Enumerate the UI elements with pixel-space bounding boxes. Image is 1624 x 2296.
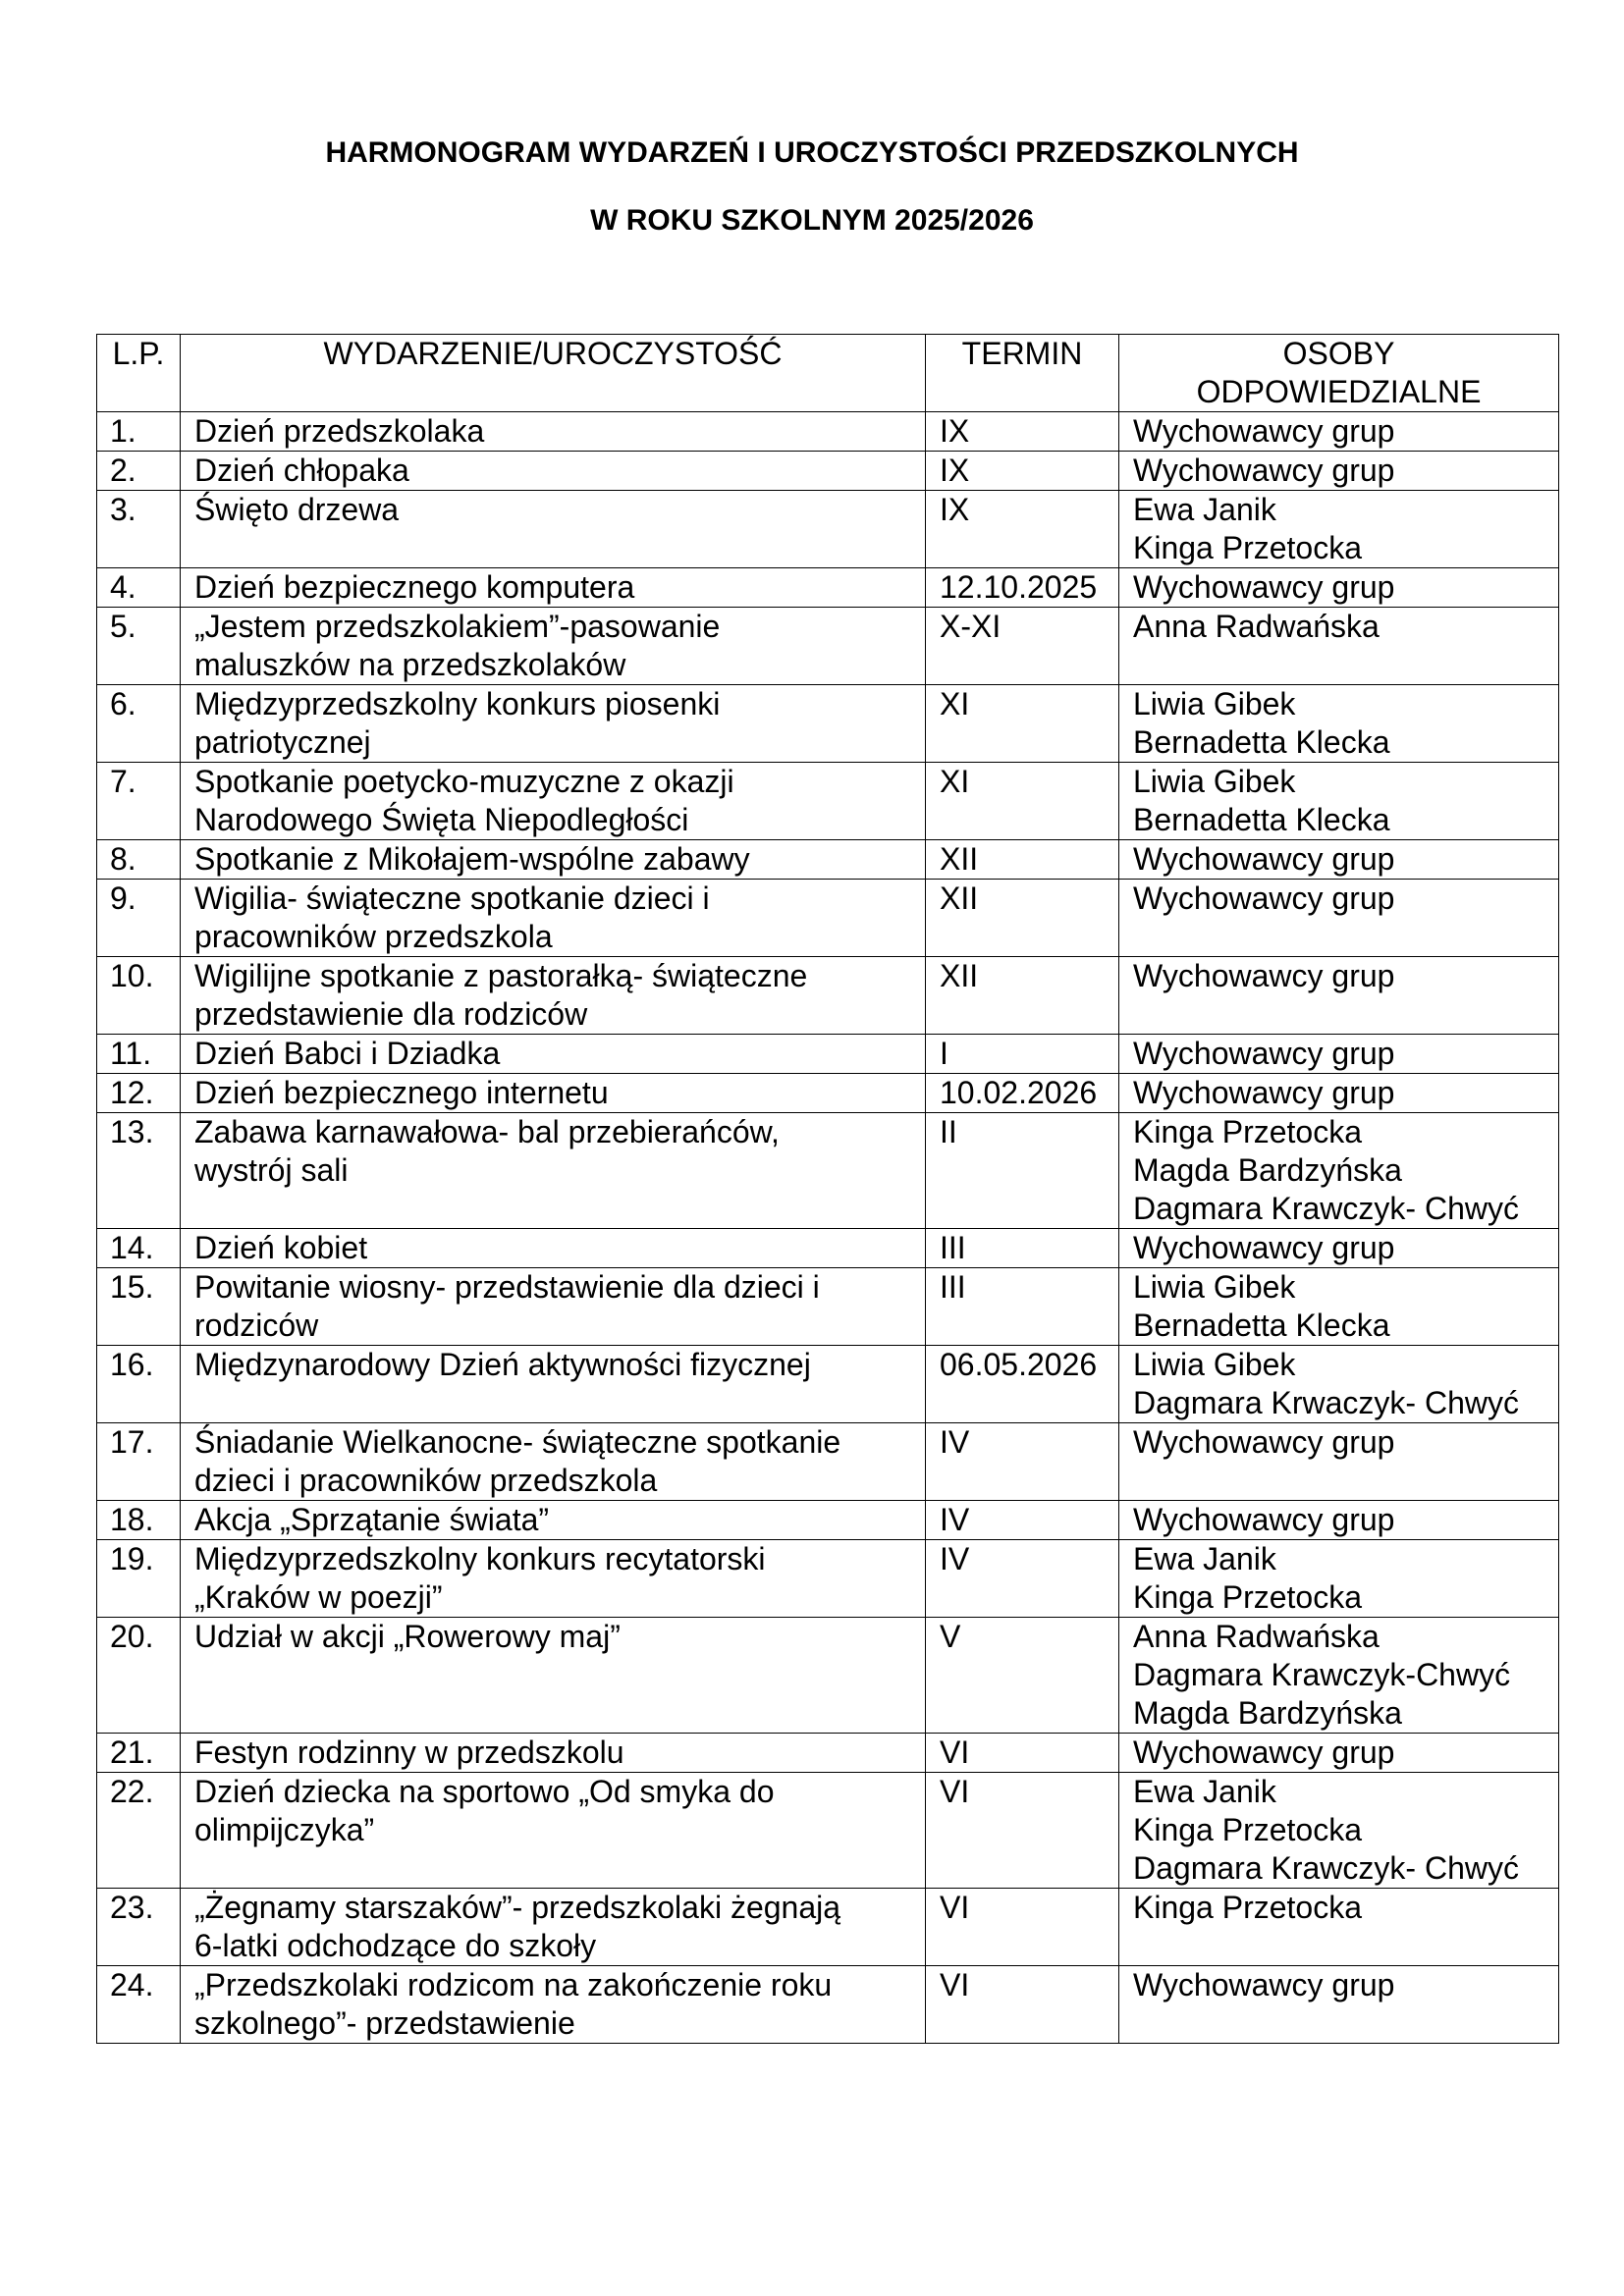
table-row bbox=[97, 1966, 1559, 2044]
person-name: Bernadetta Klecka bbox=[1133, 1308, 1390, 1343]
event-line: 6-latki odchodzące do szkoły bbox=[194, 1928, 597, 1963]
table-row bbox=[97, 957, 1559, 1035]
table-row bbox=[97, 1423, 1559, 1501]
event-cell bbox=[181, 1035, 926, 1074]
event-line: Dzień Babci i Dziadka bbox=[194, 1036, 501, 1071]
event-line: „Jestem przedszkolakiem”-pasowanie bbox=[194, 609, 721, 644]
persons-cell bbox=[1119, 685, 1559, 763]
event-line: Spotkanie poetycko-muzyczne z okazji bbox=[194, 764, 734, 799]
event-line: patriotycznej bbox=[194, 724, 371, 760]
event-line: Zabawa karnawałowa- bal przebierańców, bbox=[194, 1114, 780, 1149]
term-cell: III bbox=[926, 1268, 1119, 1346]
term-cell: 06.05.2026 bbox=[926, 1346, 1119, 1423]
table-row bbox=[97, 1540, 1559, 1618]
person-name: Liwia Gibek bbox=[1133, 686, 1296, 721]
term-cell: IX bbox=[926, 491, 1119, 568]
row-number: 21. bbox=[97, 1734, 181, 1773]
persons-cell bbox=[1119, 1966, 1559, 2044]
table-row bbox=[97, 1074, 1559, 1113]
table-row bbox=[97, 568, 1559, 608]
event-cell bbox=[181, 1074, 926, 1113]
event-line: Dzień bezpiecznego komputera bbox=[194, 569, 635, 605]
term-cell: X-XI bbox=[926, 608, 1119, 685]
row-number: 24. bbox=[97, 1966, 181, 2044]
table-row bbox=[97, 685, 1559, 763]
event-cell bbox=[181, 608, 926, 685]
table-row bbox=[97, 763, 1559, 840]
person-name: Bernadetta Klecka bbox=[1133, 724, 1390, 760]
persons-cell bbox=[1119, 1423, 1559, 1501]
row-number: 4. bbox=[97, 568, 181, 608]
table-row bbox=[97, 1035, 1559, 1074]
event-cell bbox=[181, 1346, 926, 1423]
person-name: Wychowawcy grup bbox=[1133, 841, 1395, 877]
person-name: Magda Bardzyńska bbox=[1133, 1695, 1402, 1731]
term-cell: II bbox=[926, 1113, 1119, 1229]
person-name: Liwia Gibek bbox=[1133, 1347, 1296, 1382]
person-name: Wychowawcy grup bbox=[1133, 1036, 1395, 1071]
event-line: Dzień chłopaka bbox=[194, 453, 409, 488]
row-number: 20. bbox=[97, 1618, 181, 1734]
table-row bbox=[97, 1113, 1559, 1229]
table-row bbox=[97, 880, 1559, 957]
event-line: „Żegnamy starszaków”- przedszkolaki żegnają bbox=[194, 1890, 841, 1925]
event-line: Międzyprzedszkolny konkurs recytatorski bbox=[194, 1541, 766, 1576]
event-cell bbox=[181, 1773, 926, 1889]
term-cell: IV bbox=[926, 1423, 1119, 1501]
person-name: Liwia Gibek bbox=[1133, 1269, 1296, 1305]
term-cell: XI bbox=[926, 685, 1119, 763]
event-line: przedstawienie dla rodziców bbox=[194, 996, 588, 1032]
term-cell: XII bbox=[926, 880, 1119, 957]
event-cell bbox=[181, 491, 926, 568]
event-cell bbox=[181, 1966, 926, 2044]
person-name: Wychowawcy grup bbox=[1133, 958, 1395, 993]
event-line: Wigilia- świąteczne spotkanie dzieci i bbox=[194, 881, 710, 916]
term-cell: I bbox=[926, 1035, 1119, 1074]
persons-cell bbox=[1119, 1229, 1559, 1268]
document-title: HARMONOGRAM WYDARZEŃ I UROCZYSTOŚCI PRZEDSZKOLNYCH bbox=[325, 136, 1299, 169]
persons-cell bbox=[1119, 1035, 1559, 1074]
event-line: Festyn rodzinny w przedszkolu bbox=[194, 1735, 624, 1770]
event-cell bbox=[181, 1618, 926, 1734]
row-number: 17. bbox=[97, 1423, 181, 1501]
person-name: Dagmara Krawczyk- Chwyć bbox=[1133, 1191, 1519, 1226]
persons-cell bbox=[1119, 1268, 1559, 1346]
event-cell bbox=[181, 1268, 926, 1346]
person-name: Ewa Janik bbox=[1133, 1774, 1276, 1809]
term-cell: IV bbox=[926, 1501, 1119, 1540]
row-number: 15. bbox=[97, 1268, 181, 1346]
persons-cell bbox=[1119, 1113, 1559, 1229]
persons-cell bbox=[1119, 1889, 1559, 1966]
schedule-table bbox=[96, 334, 1559, 2044]
event-line: Powitanie wiosny- przedstawienie dla dzieci i bbox=[194, 1269, 820, 1305]
term-cell: IX bbox=[926, 452, 1119, 491]
event-cell bbox=[181, 412, 926, 452]
person-name: Kinga Przetocka bbox=[1133, 1579, 1363, 1615]
event-line: „Kraków w poezji” bbox=[194, 1579, 443, 1615]
person-name: Wychowawcy grup bbox=[1133, 1735, 1395, 1770]
row-number: 23. bbox=[97, 1889, 181, 1966]
event-line: dzieci i pracowników przedszkola bbox=[194, 1463, 658, 1498]
person-name: Kinga Przetocka bbox=[1133, 1890, 1363, 1925]
table-row bbox=[97, 840, 1559, 880]
table-row bbox=[97, 608, 1559, 685]
persons-cell bbox=[1119, 412, 1559, 452]
person-name: Wychowawcy grup bbox=[1133, 1230, 1395, 1265]
persons-cell bbox=[1119, 957, 1559, 1035]
person-name: Anna Radwańska bbox=[1133, 1619, 1380, 1654]
term-cell: XII bbox=[926, 957, 1119, 1035]
persons-cell bbox=[1119, 452, 1559, 491]
row-number: 7. bbox=[97, 763, 181, 840]
event-line: Udział w akcji „Rowerowy maj” bbox=[194, 1619, 621, 1654]
person-name: Liwia Gibek bbox=[1133, 764, 1296, 799]
table-row bbox=[97, 452, 1559, 491]
event-line: pracowników przedszkola bbox=[194, 919, 553, 954]
event-cell bbox=[181, 1423, 926, 1501]
event-cell bbox=[181, 1501, 926, 1540]
event-line: Święto drzewa bbox=[194, 492, 400, 527]
table-row bbox=[97, 1346, 1559, 1423]
persons-cell bbox=[1119, 1346, 1559, 1423]
event-line: „Przedszkolaki rodzicom na zakończenie roku bbox=[194, 1967, 833, 2002]
table-header-row bbox=[97, 335, 1559, 412]
person-name: Wychowawcy grup bbox=[1133, 569, 1395, 605]
person-name: Wychowawcy grup bbox=[1133, 1502, 1395, 1537]
row-number: 22. bbox=[97, 1773, 181, 1889]
header-persons-line: ODPOWIEDZIALNE bbox=[1196, 374, 1482, 409]
person-name: Kinga Przetocka bbox=[1133, 530, 1363, 565]
event-line: Śniadanie Wielkanocne- świąteczne spotkanie bbox=[194, 1424, 841, 1460]
row-number: 10. bbox=[97, 957, 181, 1035]
person-name: Bernadetta Klecka bbox=[1133, 802, 1390, 837]
person-name: Wychowawcy grup bbox=[1133, 453, 1395, 488]
header-lp: L.P. bbox=[97, 335, 181, 412]
term-cell: VI bbox=[926, 1773, 1119, 1889]
person-name: Dagmara Krwaczyk- Chwyć bbox=[1133, 1385, 1519, 1420]
row-number: 14. bbox=[97, 1229, 181, 1268]
event-cell bbox=[181, 957, 926, 1035]
row-number: 9. bbox=[97, 880, 181, 957]
table-row bbox=[97, 1501, 1559, 1540]
persons-cell bbox=[1119, 1501, 1559, 1540]
row-number: 13. bbox=[97, 1113, 181, 1229]
header-persons-line: OSOBY bbox=[1282, 336, 1395, 371]
persons-cell bbox=[1119, 880, 1559, 957]
term-cell: 10.02.2026 bbox=[926, 1074, 1119, 1113]
term-cell: XII bbox=[926, 840, 1119, 880]
persons-cell bbox=[1119, 1074, 1559, 1113]
event-line: Dzień bezpiecznego internetu bbox=[194, 1075, 609, 1110]
event-cell bbox=[181, 763, 926, 840]
event-line: Międzynarodowy Dzień aktywności fizycznej bbox=[194, 1347, 811, 1382]
person-name: Dagmara Krawczyk- Chwyć bbox=[1133, 1850, 1519, 1886]
person-name: Ewa Janik bbox=[1133, 1541, 1276, 1576]
term-cell: VI bbox=[926, 1966, 1119, 2044]
event-line: Dzień dziecka na sportowo „Od smyka do bbox=[194, 1774, 775, 1809]
header-persons bbox=[1119, 335, 1559, 412]
persons-cell bbox=[1119, 840, 1559, 880]
term-cell: IV bbox=[926, 1540, 1119, 1618]
persons-cell bbox=[1119, 568, 1559, 608]
row-number: 3. bbox=[97, 491, 181, 568]
event-line: Wigilijne spotkanie z pastorałką- świąteczne bbox=[194, 958, 808, 993]
row-number: 18. bbox=[97, 1501, 181, 1540]
persons-cell bbox=[1119, 1734, 1559, 1773]
table-row bbox=[97, 1618, 1559, 1734]
persons-cell bbox=[1119, 1618, 1559, 1734]
person-name: Wychowawcy grup bbox=[1133, 1075, 1395, 1110]
term-cell: VI bbox=[926, 1889, 1119, 1966]
persons-cell bbox=[1119, 1540, 1559, 1618]
person-name: Anna Radwańska bbox=[1133, 609, 1380, 644]
event-line: Narodowego Święta Niepodległości bbox=[194, 802, 689, 837]
term-cell: V bbox=[926, 1618, 1119, 1734]
row-number: 19. bbox=[97, 1540, 181, 1618]
term-cell: 12.10.2025 bbox=[926, 568, 1119, 608]
table-row bbox=[97, 1268, 1559, 1346]
event-cell bbox=[181, 840, 926, 880]
event-line: rodziców bbox=[194, 1308, 319, 1343]
persons-cell bbox=[1119, 608, 1559, 685]
event-line: Dzień przedszkolaka bbox=[194, 413, 485, 449]
persons-cell bbox=[1119, 763, 1559, 840]
event-cell bbox=[181, 1229, 926, 1268]
term-cell: IX bbox=[926, 412, 1119, 452]
event-cell bbox=[181, 1113, 926, 1229]
row-number: 11. bbox=[97, 1035, 181, 1074]
row-number: 8. bbox=[97, 840, 181, 880]
row-number: 5. bbox=[97, 608, 181, 685]
table-row bbox=[97, 1773, 1559, 1889]
person-name: Kinga Przetocka bbox=[1133, 1812, 1363, 1847]
table-row bbox=[97, 1889, 1559, 1966]
person-name: Wychowawcy grup bbox=[1133, 1424, 1395, 1460]
event-cell bbox=[181, 880, 926, 957]
row-number: 6. bbox=[97, 685, 181, 763]
term-cell: VI bbox=[926, 1734, 1119, 1773]
event-cell bbox=[181, 1734, 926, 1773]
event-line: maluszków na przedszkolaków bbox=[194, 647, 626, 682]
event-line: Międzyprzedszkolny konkurs piosenki bbox=[194, 686, 721, 721]
event-cell bbox=[181, 568, 926, 608]
row-number: 2. bbox=[97, 452, 181, 491]
person-name: Wychowawcy grup bbox=[1133, 1967, 1395, 2002]
person-name: Dagmara Krawczyk-Chwyć bbox=[1133, 1657, 1511, 1692]
event-line: olimpijczyka” bbox=[194, 1812, 375, 1847]
row-number: 1. bbox=[97, 412, 181, 452]
event-cell bbox=[181, 1540, 926, 1618]
event-line: Akcja „Sprzątanie świata” bbox=[194, 1502, 550, 1537]
document-subtitle: W ROKU SZKOLNYM 2025/2026 bbox=[590, 204, 1034, 237]
event-cell bbox=[181, 685, 926, 763]
table-row bbox=[97, 1734, 1559, 1773]
event-line: Dzień kobiet bbox=[194, 1230, 368, 1265]
row-number: 12. bbox=[97, 1074, 181, 1113]
person-name: Magda Bardzyńska bbox=[1133, 1152, 1402, 1188]
person-name: Wychowawcy grup bbox=[1133, 413, 1395, 449]
event-line: Spotkanie z Mikołajem-wspólne zabawy bbox=[194, 841, 750, 877]
table-row bbox=[97, 412, 1559, 452]
event-line: szkolnego”- przedstawienie bbox=[194, 2005, 575, 2041]
term-cell: XI bbox=[926, 763, 1119, 840]
row-number: 16. bbox=[97, 1346, 181, 1423]
persons-cell bbox=[1119, 1773, 1559, 1889]
person-name: Wychowawcy grup bbox=[1133, 881, 1395, 916]
event-line: wystrój sali bbox=[194, 1152, 349, 1188]
persons-cell bbox=[1119, 491, 1559, 568]
table-row bbox=[97, 491, 1559, 568]
event-cell bbox=[181, 1889, 926, 1966]
event-cell bbox=[181, 452, 926, 491]
person-name: Kinga Przetocka bbox=[1133, 1114, 1363, 1149]
person-name: Ewa Janik bbox=[1133, 492, 1276, 527]
header-term: TERMIN bbox=[926, 335, 1119, 412]
header-event: WYDARZENIE/UROCZYSTOŚĆ bbox=[181, 335, 926, 412]
table-row bbox=[97, 1229, 1559, 1268]
term-cell: III bbox=[926, 1229, 1119, 1268]
